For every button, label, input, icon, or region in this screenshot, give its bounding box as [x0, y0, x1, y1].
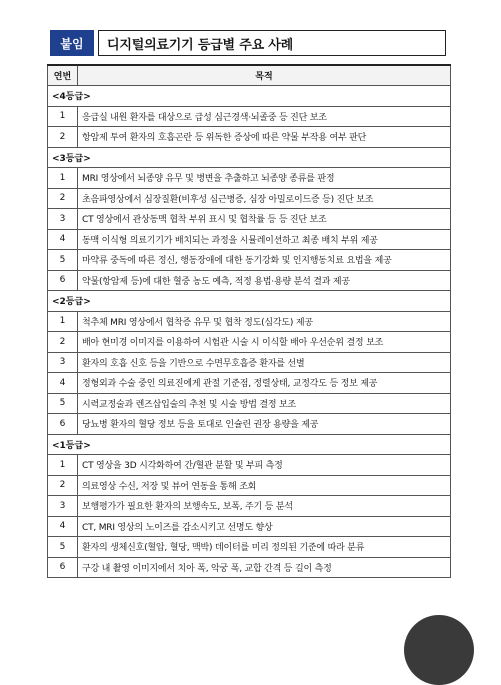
floating-scroll-button[interactable]: [404, 615, 474, 685]
document-header: [50, 30, 446, 56]
row-purpose: CT, MRI 영상의 노이즈를 감소시키고 선명도 향상: [78, 516, 451, 537]
row-purpose: 당뇨병 환자의 혈당 정보 등을 토대로 인슐린 권장 용량을 제공: [78, 414, 451, 435]
table-row: [48, 516, 451, 537]
table-row: [48, 557, 451, 578]
grade-label: <4등급>: [48, 86, 451, 107]
table-row: [48, 106, 451, 127]
row-purpose: 정형외과 수술 중인 의료진에게 관절 기준점, 정렬상태, 교정각도 등 정보 제공: [78, 373, 451, 394]
row-purpose: 척추체 MRI 영상에서 협착증 유무 및 협착 정도(심각도) 제공: [78, 311, 451, 332]
row-purpose: 시력교정술과 렌즈삽입술의 추천 및 시술 방법 결정 보조: [78, 393, 451, 414]
row-number: 3: [48, 352, 78, 373]
row-number: 4: [48, 229, 78, 250]
table-row: [48, 209, 451, 230]
row-purpose: 환자의 호흡 신호 등을 기반으로 수면무호흡증 환자를 선별: [78, 352, 451, 373]
table-body: [48, 86, 451, 578]
table-row: [48, 414, 451, 435]
row-number: 6: [48, 557, 78, 578]
table-row: [48, 352, 451, 373]
row-purpose: 마약류 중독에 따른 정신, 행동장애에 대한 동기강화 및 인지행동치료 요법을 제공: [78, 250, 451, 271]
row-purpose: 환자의 생체신호(혈압, 혈당, 맥박) 데이터를 미리 정의된 기준에 따라 분류: [78, 537, 451, 558]
row-number: 1: [48, 168, 78, 189]
table-row: [48, 229, 451, 250]
row-number: 1: [48, 455, 78, 476]
row-number: 5: [48, 393, 78, 414]
grade-row: [48, 86, 451, 107]
row-purpose: 항암제 투여 환자의 호흡곤란 등 위독한 증상에 따른 약물 부작용 여부 판단: [78, 127, 451, 148]
row-purpose: 의료영상 수신, 저장 및 뷰어 연동을 통해 조회: [78, 475, 451, 496]
grade-row: [48, 147, 451, 168]
grade-row: [48, 291, 451, 312]
table-row: [48, 188, 451, 209]
grade-row: [48, 434, 451, 455]
row-number: 1: [48, 311, 78, 332]
row-number: 2: [48, 332, 78, 353]
row-number: 1: [48, 106, 78, 127]
row-purpose: 약물(항암제 등)에 대한 혈중 농도 예측, 적정 용법·용량 분석 결과 제공: [78, 270, 451, 291]
row-purpose: 보행평가가 필요한 환자의 보행속도, 보폭, 주기 등 분석: [78, 496, 451, 517]
attachment-tag: 붙임: [50, 30, 94, 56]
table-row: [48, 250, 451, 271]
row-purpose: MRI 영상에서 뇌종양 유무 및 병변을 추출하고 뇌종양 종류를 판정: [78, 168, 451, 189]
row-number: 2: [48, 127, 78, 148]
table-header-row: [48, 65, 451, 86]
row-purpose: 응급실 내원 환자를 대상으로 급성 심근경색·뇌졸중 등 진단 보조: [78, 106, 451, 127]
row-purpose: 배아 현미경 이미지를 이용하여 시험관 시술 시 이식할 배아 우선순위 결정 보조: [78, 332, 451, 353]
row-purpose: 초음파영상에서 심장질환(비후성 심근병증, 심장 아밀로이드증 등) 진단 보조: [78, 188, 451, 209]
row-number: 3: [48, 209, 78, 230]
header-number: 연번: [48, 65, 78, 86]
row-purpose: 동맥 이식형 의료기기가 배치되는 과정을 시뮬레이션하고 최종 배치 부위 제공: [78, 229, 451, 250]
row-purpose: CT 영상을 3D 시각화하여 간/혈관 분할 및 부피 측정: [78, 455, 451, 476]
row-number: 6: [48, 414, 78, 435]
table-row: [48, 455, 451, 476]
table-row: [48, 127, 451, 148]
header-purpose: 목적: [78, 65, 451, 86]
row-number: 5: [48, 250, 78, 271]
table-row: [48, 475, 451, 496]
grade-label: <1등급>: [48, 434, 451, 455]
table-row: [48, 496, 451, 517]
row-number: 3: [48, 496, 78, 517]
table-row: [48, 311, 451, 332]
row-number: 2: [48, 188, 78, 209]
cases-table: [47, 64, 451, 578]
table-row: [48, 373, 451, 394]
table-row: [48, 168, 451, 189]
row-number: 4: [48, 516, 78, 537]
table-row: [48, 393, 451, 414]
row-purpose: 구강 내 촬영 이미지에서 치아 폭, 악궁 폭, 교합 간격 등 길이 측정: [78, 557, 451, 578]
row-purpose: CT 영상에서 관상동맥 협착 부위 표시 및 협착률 등 등 진단 보조: [78, 209, 451, 230]
grade-label: <3등급>: [48, 147, 451, 168]
row-number: 2: [48, 475, 78, 496]
row-number: 5: [48, 537, 78, 558]
row-number: 6: [48, 270, 78, 291]
grade-label: <2등급>: [48, 291, 451, 312]
table-row: [48, 537, 451, 558]
table-row: [48, 332, 451, 353]
document-title: 디지털의료기기 등급별 주요 사례: [98, 30, 446, 56]
row-number: 4: [48, 373, 78, 394]
table-row: [48, 270, 451, 291]
